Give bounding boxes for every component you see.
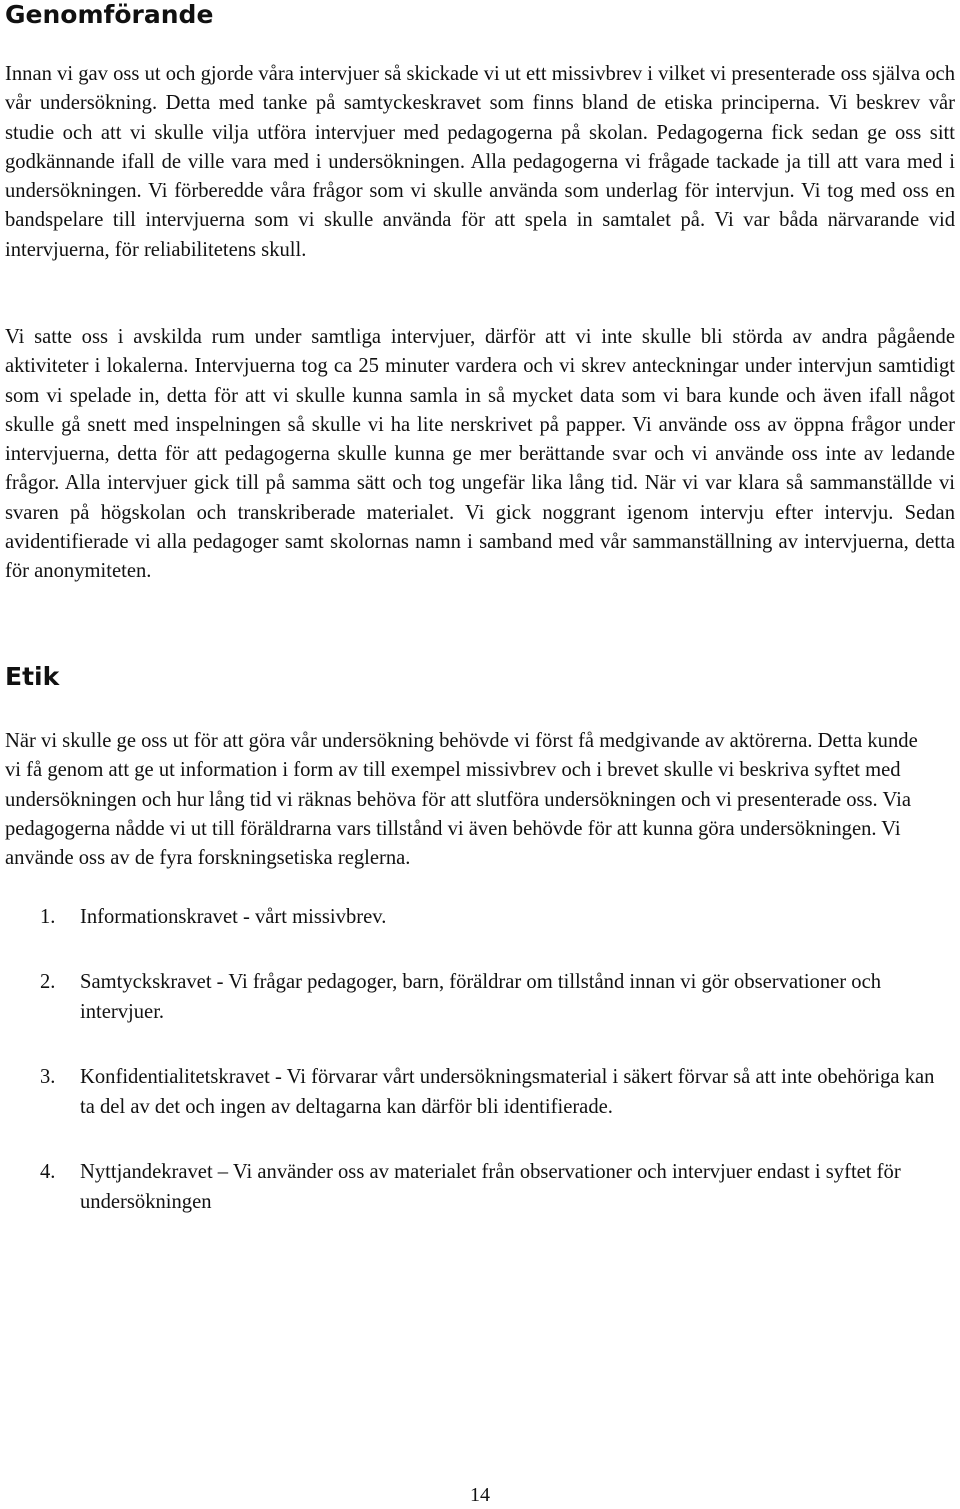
list-item-number: 1. [40, 906, 56, 928]
list-item-text: Samtyckskravet - Vi frågar pedagoger, barn, föräldrar om tillstånd innan vi gör observationer och intervjuer. [80, 971, 882, 1023]
paragraph: När vi skulle ge oss ut för att göra vår undersökning behövde vi först få medgivande av aktörerna. Detta kunde vi få genom att ge ut information i form av till exempel missivbrev och i brevet skulle vi beskriva syftet med undersökningen och hur lång tid vi räknas behöva för att slutföra undersökningen och vi presenterade oss. Via pedagogerna nådde vi ut till föräldrarna vars tillstånd vi även behövde för att kunna göra undersökningen. Vi använde oss av de fyra forskningsetiska reglerna. [5, 730, 918, 870]
list-item-text: Informationskravet - vårt missivbrev. [80, 906, 387, 928]
list-item [0, 967, 950, 1027]
section-heading-genomforande: Genomförande [5, 0, 214, 29]
paragraph: Innan vi gav oss ut och gjorde våra intervjuer så skickade vi ut ett missivbrev i vilket vi presenterade oss själva och vår undersökning. Detta med tanke på samtyckeskravet som finns bland de etiska principerna. Vi beskrev vår studie och att vi skulle vilja utföra intervjuer med pedagogerna på skolan. Pedagogerna fick sedan ge oss sitt godkännande ifall de ville vara med i undersökningen. Alla pedagogerna vi frågade tackade ja till att vara med i undersökningen. Vi förberedde våra frågor som vi skulle använda som underlag för intervjun. Vi tog med oss en bandspelare till intervjuerna som vi skulle använda för att spela in samtalet på. Vi var båda närvarande vid intervjuerna, för reliabilitetens skull. [5, 63, 955, 261]
list-item-number: 3. [40, 1066, 56, 1088]
list-item [0, 902, 950, 932]
page-number: 14 [470, 1484, 490, 1506]
list-item-text: Nyttjandekravet – Vi använder oss av materialet från observationer och intervjuer endast i syftet för undersökningen [80, 1161, 901, 1213]
list-item-number: 4. [40, 1161, 56, 1183]
ethics-rules-list [0, 902, 950, 1252]
list-item-text: Konfidentialitetskravet - Vi förvarar vårt undersökningsmaterial i säkert förvar så att inte obehöriga kan ta del av det och ingen av deltagarna kan därför bli identifierade. [80, 1066, 935, 1118]
list-item [0, 1062, 950, 1122]
paragraph: Vi satte oss i avskilda rum under samtliga intervjuer, därför att vi inte skulle bli störda av andra pågående aktiviteter i lokalerna. Intervjuerna tog ca 25 minuter vardera och vi skrev anteckningar under intervjun samtidigt som vi spelade in, detta för att vi skulle kunna samla in så mycket data som vi bara kunde och även ifall något skulle gå snett med inspelningen så skulle vi ha lite nerskrivet på papper. Vi använde oss av öppna frågor under intervjuerna, detta för att pedagogerna skulle kunna ge mer berättande svar och vi använde oss inte av ledande frågor. Alla intervjuer gick till på samma sätt och tog ungefär lika lång tid. När vi var klara så sammanställde vi svaren på högskolan och transkriberade materialet. Vi gick noggrant igenom intervju efter intervju. Sedan avidentifierade vi alla pedagoger samt skolornas namn i samband med vår sammanställning av intervjuerna, detta för anonymiteten. [5, 326, 955, 583]
section-heading-etik: Etik [5, 662, 60, 691]
list-item [0, 1157, 950, 1217]
list-item-number: 2. [40, 971, 56, 993]
